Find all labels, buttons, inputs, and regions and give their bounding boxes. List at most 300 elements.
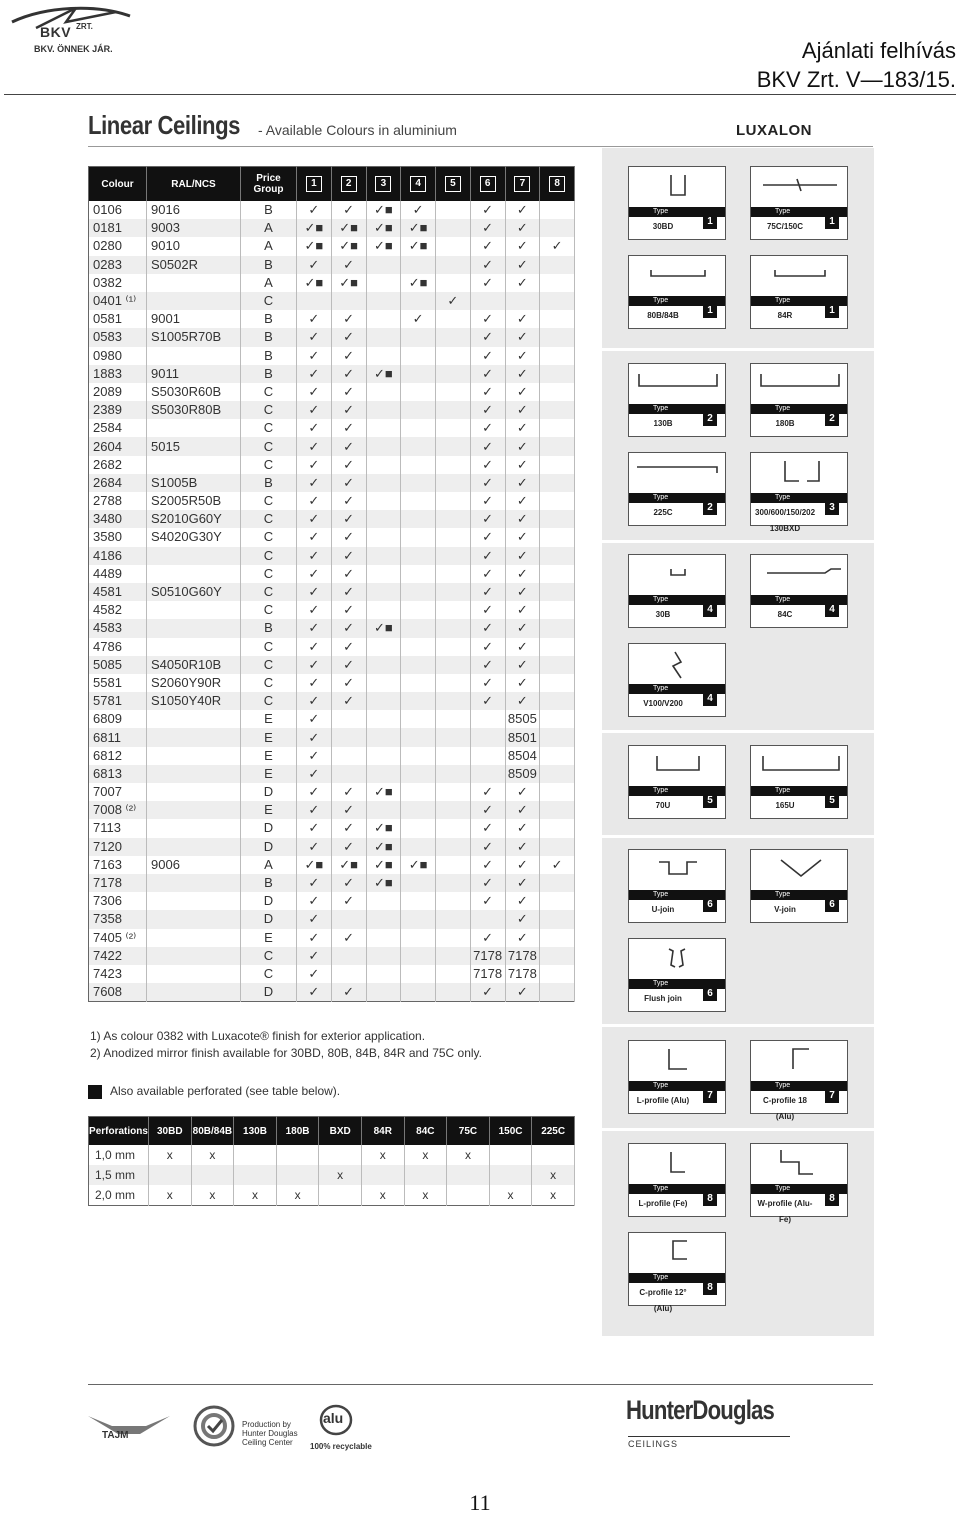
price-group: C (241, 492, 297, 510)
type-availability: ✓ (505, 419, 540, 437)
type-availability: 7178 (470, 947, 505, 965)
type-availability (540, 910, 575, 928)
type-availability (540, 838, 575, 856)
type-availability (366, 474, 401, 492)
type-availability: ✓ (297, 656, 332, 674)
type-availability: ✓■ (297, 856, 332, 874)
colour-code: 7178 (89, 874, 147, 892)
table-row (89, 383, 575, 401)
profile-group-number: 4 (703, 692, 717, 706)
type-availability (436, 456, 471, 474)
type-availability: 8504 (505, 747, 540, 765)
colour-code: 7008 ⁽²⁾ (89, 801, 147, 819)
type-availability (401, 692, 436, 710)
profile-shape-icon (629, 364, 725, 404)
table-row (89, 510, 575, 528)
page-title (88, 110, 457, 141)
ral-ncs (147, 819, 241, 837)
type-availability (366, 638, 401, 656)
colour-code: 3480 (89, 510, 147, 528)
ral-ncs (147, 638, 241, 656)
type-availability (401, 328, 436, 346)
type-availability: ✓ (331, 692, 366, 710)
type-label: Type (653, 1185, 669, 1192)
type-availability (540, 983, 575, 1002)
header-type-5 (436, 167, 471, 202)
ral-ncs: S2010G60Y (147, 510, 241, 528)
type-availability (401, 728, 436, 746)
ral-ncs (147, 765, 241, 783)
type-availability: ✓ (470, 638, 505, 656)
header-ral: RAL/NCS (147, 167, 241, 202)
alu-text: alu (323, 1410, 344, 1426)
price-group: E (241, 728, 297, 746)
type-availability: ✓ (470, 219, 505, 237)
perf-availability: x (532, 1165, 575, 1185)
ral-ncs: 9016 (147, 201, 241, 219)
perf-availability: x (532, 1185, 575, 1206)
type-label: Type (653, 405, 669, 412)
type-availability (436, 492, 471, 510)
type-availability (436, 365, 471, 383)
type-availability: ✓■ (297, 237, 332, 255)
type-availability: ✓■ (331, 237, 366, 255)
type-availability (436, 892, 471, 910)
type-availability: ✓ (505, 256, 540, 274)
type-availability (366, 328, 401, 346)
type-label: Type (775, 405, 791, 412)
type-availability (366, 383, 401, 401)
table-row (89, 747, 575, 765)
perf-availability: x (191, 1185, 234, 1206)
perf-availability: x (447, 1145, 490, 1165)
type-availability: ✓ (297, 256, 332, 274)
type-availability (401, 292, 436, 310)
table-row (89, 328, 575, 346)
type-availability (540, 365, 575, 383)
type-availability (436, 874, 471, 892)
type-availability: ✓ (331, 383, 366, 401)
type-availability (540, 638, 575, 656)
profile-name: 30B (655, 610, 671, 619)
price-group: C (241, 601, 297, 619)
type-availability: ✓ (505, 929, 540, 947)
ral-ncs: 9010 (147, 237, 241, 255)
type-availability: ✓ (505, 474, 540, 492)
profile-card (628, 554, 726, 628)
type-label: Type (653, 891, 669, 898)
perforation-table-body (89, 1145, 575, 1206)
type-availability: ✓ (470, 237, 505, 255)
price-group: C (241, 565, 297, 583)
ral-ncs: S1005B (147, 474, 241, 492)
header-colour: Colour (89, 167, 147, 202)
type-label: Type (775, 297, 791, 304)
profile-shape-icon (751, 746, 847, 786)
header-type-6 (470, 167, 505, 202)
price-group: C (241, 528, 297, 546)
price-group: B (241, 256, 297, 274)
type-availability: ✓ (505, 328, 540, 346)
group-separator (602, 730, 874, 733)
perforation-table-header (89, 1117, 575, 1146)
type-availability: ✓■ (366, 874, 401, 892)
type-availability: ✓ (505, 310, 540, 328)
profile-shape-icon (629, 850, 725, 890)
type-label: Type (653, 1274, 669, 1281)
type-availability (436, 328, 471, 346)
profile-group-number: 5 (703, 794, 717, 808)
profile-name: Flush join (644, 994, 682, 1003)
type-availability: ✓ (505, 383, 540, 401)
colour-code: 4786 (89, 638, 147, 656)
ral-ncs (147, 947, 241, 965)
type-availability (331, 947, 366, 965)
price-group: A (241, 856, 297, 874)
type-availability (366, 256, 401, 274)
page-number: 11 (469, 1490, 491, 1515)
type-availability: ✓■ (297, 219, 332, 237)
ral-ncs: S2060Y90R (147, 674, 241, 692)
table-row (89, 601, 575, 619)
type-availability (540, 674, 575, 692)
type-availability (436, 838, 471, 856)
profile-group-number: 4 (825, 603, 839, 617)
table-row (89, 365, 575, 383)
type-availability: ✓ (470, 692, 505, 710)
price-group: C (241, 638, 297, 656)
price-group: E (241, 801, 297, 819)
ral-ncs (147, 747, 241, 765)
table-row (89, 401, 575, 419)
type-availability (540, 256, 575, 274)
type-availability (331, 292, 366, 310)
type-availability: ✓ (297, 456, 332, 474)
type-availability (401, 565, 436, 583)
colour-code: 4581 (89, 583, 147, 601)
type-availability (436, 310, 471, 328)
type-availability (470, 710, 505, 728)
type-availability (540, 892, 575, 910)
table-row (89, 1185, 575, 1206)
perf-size: 1,0 mm (89, 1145, 149, 1165)
perf-availability: x (319, 1165, 362, 1185)
type-availability (540, 310, 575, 328)
type-availability: ✓ (331, 929, 366, 947)
type-availability (540, 656, 575, 674)
price-group: A (241, 274, 297, 292)
profile-name: V100/V200 (643, 699, 683, 708)
perf-availability (489, 1165, 532, 1185)
profile-name: C-profile 12° (Alu) (639, 1288, 687, 1313)
header-type-7 (505, 167, 540, 202)
type-availability: ✓ (470, 347, 505, 365)
profile-card (628, 166, 726, 240)
colour-code: 6811 (89, 728, 147, 746)
type-availability (470, 292, 505, 310)
profile-shape-icon (629, 746, 725, 786)
type-availability (401, 710, 436, 728)
price-group: B (241, 328, 297, 346)
perf-header: 225C (532, 1117, 575, 1146)
type-availability (366, 492, 401, 510)
type-availability (366, 347, 401, 365)
price-group: C (241, 656, 297, 674)
type-availability (436, 710, 471, 728)
type-availability (436, 965, 471, 983)
profile-card (750, 849, 848, 923)
type-availability: ✓■ (366, 365, 401, 383)
colour-table (88, 166, 575, 1002)
ral-ncs (147, 983, 241, 1002)
colour-code: 0280 (89, 237, 147, 255)
colour-code: 6809 (89, 710, 147, 728)
perf-availability (191, 1165, 234, 1185)
type-availability (540, 492, 575, 510)
type-availability: ✓■ (331, 219, 366, 237)
type-availability: ✓ (297, 947, 332, 965)
type-availability (331, 728, 366, 746)
colour-code: 0401 ⁽¹⁾ (89, 292, 147, 310)
type-availability: 8501 (505, 728, 540, 746)
table-row (89, 437, 575, 455)
perf-availability (532, 1145, 575, 1165)
type-availability: ✓ (331, 801, 366, 819)
perf-availability (276, 1145, 319, 1165)
profile-card (628, 363, 726, 437)
ral-ncs (147, 710, 241, 728)
type-availability (401, 619, 436, 637)
type-availability: ✓ (331, 565, 366, 583)
profile-card (628, 643, 726, 717)
perf-availability (319, 1185, 362, 1206)
profile-name: W-profile (Alu-Fe) (757, 1199, 813, 1224)
type-availability: ✓ (297, 474, 332, 492)
perforated-note-text: Also available perforated (see table below). (110, 1084, 341, 1098)
type-availability: ✓ (470, 583, 505, 601)
colour-code: 4489 (89, 565, 147, 583)
type-availability: ✓ (297, 783, 332, 801)
profile-card (628, 745, 726, 819)
colour-code: 4582 (89, 601, 147, 619)
table-row (89, 728, 575, 746)
type-availability (401, 983, 436, 1002)
type-availability: ✓ (297, 874, 332, 892)
type-availability: ✓■ (366, 219, 401, 237)
type-availability: ✓ (505, 401, 540, 419)
type-availability (331, 910, 366, 928)
type-availability (366, 583, 401, 601)
profile-card (750, 166, 848, 240)
type-label: Type (653, 980, 669, 987)
perf-header: 180B (276, 1117, 319, 1146)
header-divider (4, 94, 956, 95)
group-separator (602, 1024, 874, 1027)
type-number: 5 (445, 176, 461, 192)
type-availability: ✓ (331, 547, 366, 565)
perf-header: 84R (361, 1117, 404, 1146)
type-availability: ✓ (470, 874, 505, 892)
title-main: Linear Ceilings (88, 110, 241, 140)
table-row (89, 838, 575, 856)
type-availability (540, 765, 575, 783)
table-row (89, 710, 575, 728)
type-availability: ✓■ (366, 201, 401, 219)
type-availability (366, 565, 401, 583)
type-availability: ✓ (331, 492, 366, 510)
profile-card (750, 363, 848, 437)
alu-subtext: 100% recyclable (310, 1442, 372, 1451)
table-row (89, 583, 575, 601)
perf-availability (149, 1165, 192, 1185)
ral-ncs (147, 619, 241, 637)
type-availability: ✓ (331, 819, 366, 837)
type-availability (436, 565, 471, 583)
type-availability: ✓ (297, 419, 332, 437)
ral-ncs: S2005R50B (147, 492, 241, 510)
type-availability (366, 674, 401, 692)
ral-ncs (147, 838, 241, 856)
type-availability (540, 783, 575, 801)
profile-name: 80B/84B (647, 311, 679, 320)
type-availability (436, 401, 471, 419)
type-availability (401, 547, 436, 565)
type-label: Type (775, 891, 791, 898)
group-separator (602, 540, 874, 543)
type-availability (366, 801, 401, 819)
type-availability: ✓ (297, 347, 332, 365)
type-availability: ✓ (470, 856, 505, 874)
type-availability: ✓ (297, 910, 332, 928)
type-availability: ✓ (470, 328, 505, 346)
type-availability: ✓ (470, 492, 505, 510)
type-availability (540, 510, 575, 528)
type-availability (436, 437, 471, 455)
profile-shape-icon (629, 453, 725, 493)
logo-slogan: BKV. ÖNNEK JÁR. (34, 44, 113, 54)
perf-availability (447, 1165, 490, 1185)
table-row (89, 310, 575, 328)
profile-card (750, 1143, 848, 1224)
type-availability: ✓ (505, 437, 540, 455)
profile-card (750, 255, 848, 329)
profile-shape-icon (629, 939, 725, 979)
colour-code: 3580 (89, 528, 147, 546)
colour-code: 7422 (89, 947, 147, 965)
type-availability (436, 929, 471, 947)
type-availability (331, 965, 366, 983)
ral-ncs (147, 347, 241, 365)
type-availability: ✓ (297, 365, 332, 383)
type-availability: ✓ (331, 310, 366, 328)
perf-availability: x (234, 1185, 277, 1206)
type-availability (366, 910, 401, 928)
type-availability (436, 638, 471, 656)
colour-table-body (89, 201, 575, 1002)
profile-shape-icon (751, 364, 847, 404)
type-availability (401, 674, 436, 692)
type-label: Type (775, 787, 791, 794)
type-availability: ✓ (470, 983, 505, 1002)
type-availability: ✓ (505, 547, 540, 565)
type-availability: ✓ (297, 838, 332, 856)
perf-availability: x (361, 1145, 404, 1165)
type-availability (366, 728, 401, 746)
type-availability (401, 892, 436, 910)
profile-card (750, 745, 848, 819)
type-availability: ✓ (297, 965, 332, 983)
type-availability: ✓ (297, 510, 332, 528)
type-availability: ✓ (297, 710, 332, 728)
table-row (89, 619, 575, 637)
type-availability: ✓ (297, 819, 332, 837)
type-availability (436, 819, 471, 837)
perf-availability: x (149, 1185, 192, 1206)
profile-group-number: 6 (703, 987, 717, 1001)
type-availability: ✓ (297, 583, 332, 601)
colour-code: 0382 (89, 274, 147, 292)
table-row (89, 492, 575, 510)
type-number: 1 (306, 176, 322, 192)
ral-ncs: 9003 (147, 219, 241, 237)
perforated-square-icon (88, 1085, 102, 1099)
type-availability: ✓ (505, 528, 540, 546)
ral-ncs: S1050Y40R (147, 692, 241, 710)
type-availability: ✓ (331, 328, 366, 346)
type-availability (540, 419, 575, 437)
profile-name: 75C/150C (766, 222, 804, 231)
type-availability (540, 601, 575, 619)
profile-shape-icon (751, 1144, 847, 1184)
price-group: E (241, 710, 297, 728)
type-availability: ✓ (505, 456, 540, 474)
type-label: Type (775, 208, 791, 215)
type-availability: ✓ (331, 892, 366, 910)
ral-ncs (147, 783, 241, 801)
table-row (89, 965, 575, 983)
type-availability (366, 510, 401, 528)
type-availability: ✓ (470, 819, 505, 837)
profile-card (750, 452, 848, 533)
ral-ncs: S5030R60B (147, 383, 241, 401)
type-availability: ✓ (297, 437, 332, 455)
bkv-logo (6, 2, 136, 60)
type-availability (401, 492, 436, 510)
profile-group-number: 2 (703, 412, 717, 426)
colour-code: 5581 (89, 674, 147, 692)
type-availability: ✓ (297, 547, 332, 565)
type-label: Type (653, 596, 669, 603)
type-availability: ✓ (505, 910, 540, 928)
price-group: C (241, 510, 297, 528)
type-availability: ✓ (297, 638, 332, 656)
group-separator (602, 1128, 874, 1131)
type-availability (401, 947, 436, 965)
type-availability (436, 910, 471, 928)
type-availability (436, 674, 471, 692)
price-group: C (241, 292, 297, 310)
type-availability (401, 838, 436, 856)
perf-availability: x (149, 1145, 192, 1165)
colour-code: 4583 (89, 619, 147, 637)
type-number: 6 (480, 176, 496, 192)
profile-group-number: 6 (825, 898, 839, 912)
profile-name: 130B (653, 419, 673, 428)
type-availability (436, 237, 471, 255)
type-availability (331, 710, 366, 728)
price-group: B (241, 474, 297, 492)
type-availability (540, 328, 575, 346)
